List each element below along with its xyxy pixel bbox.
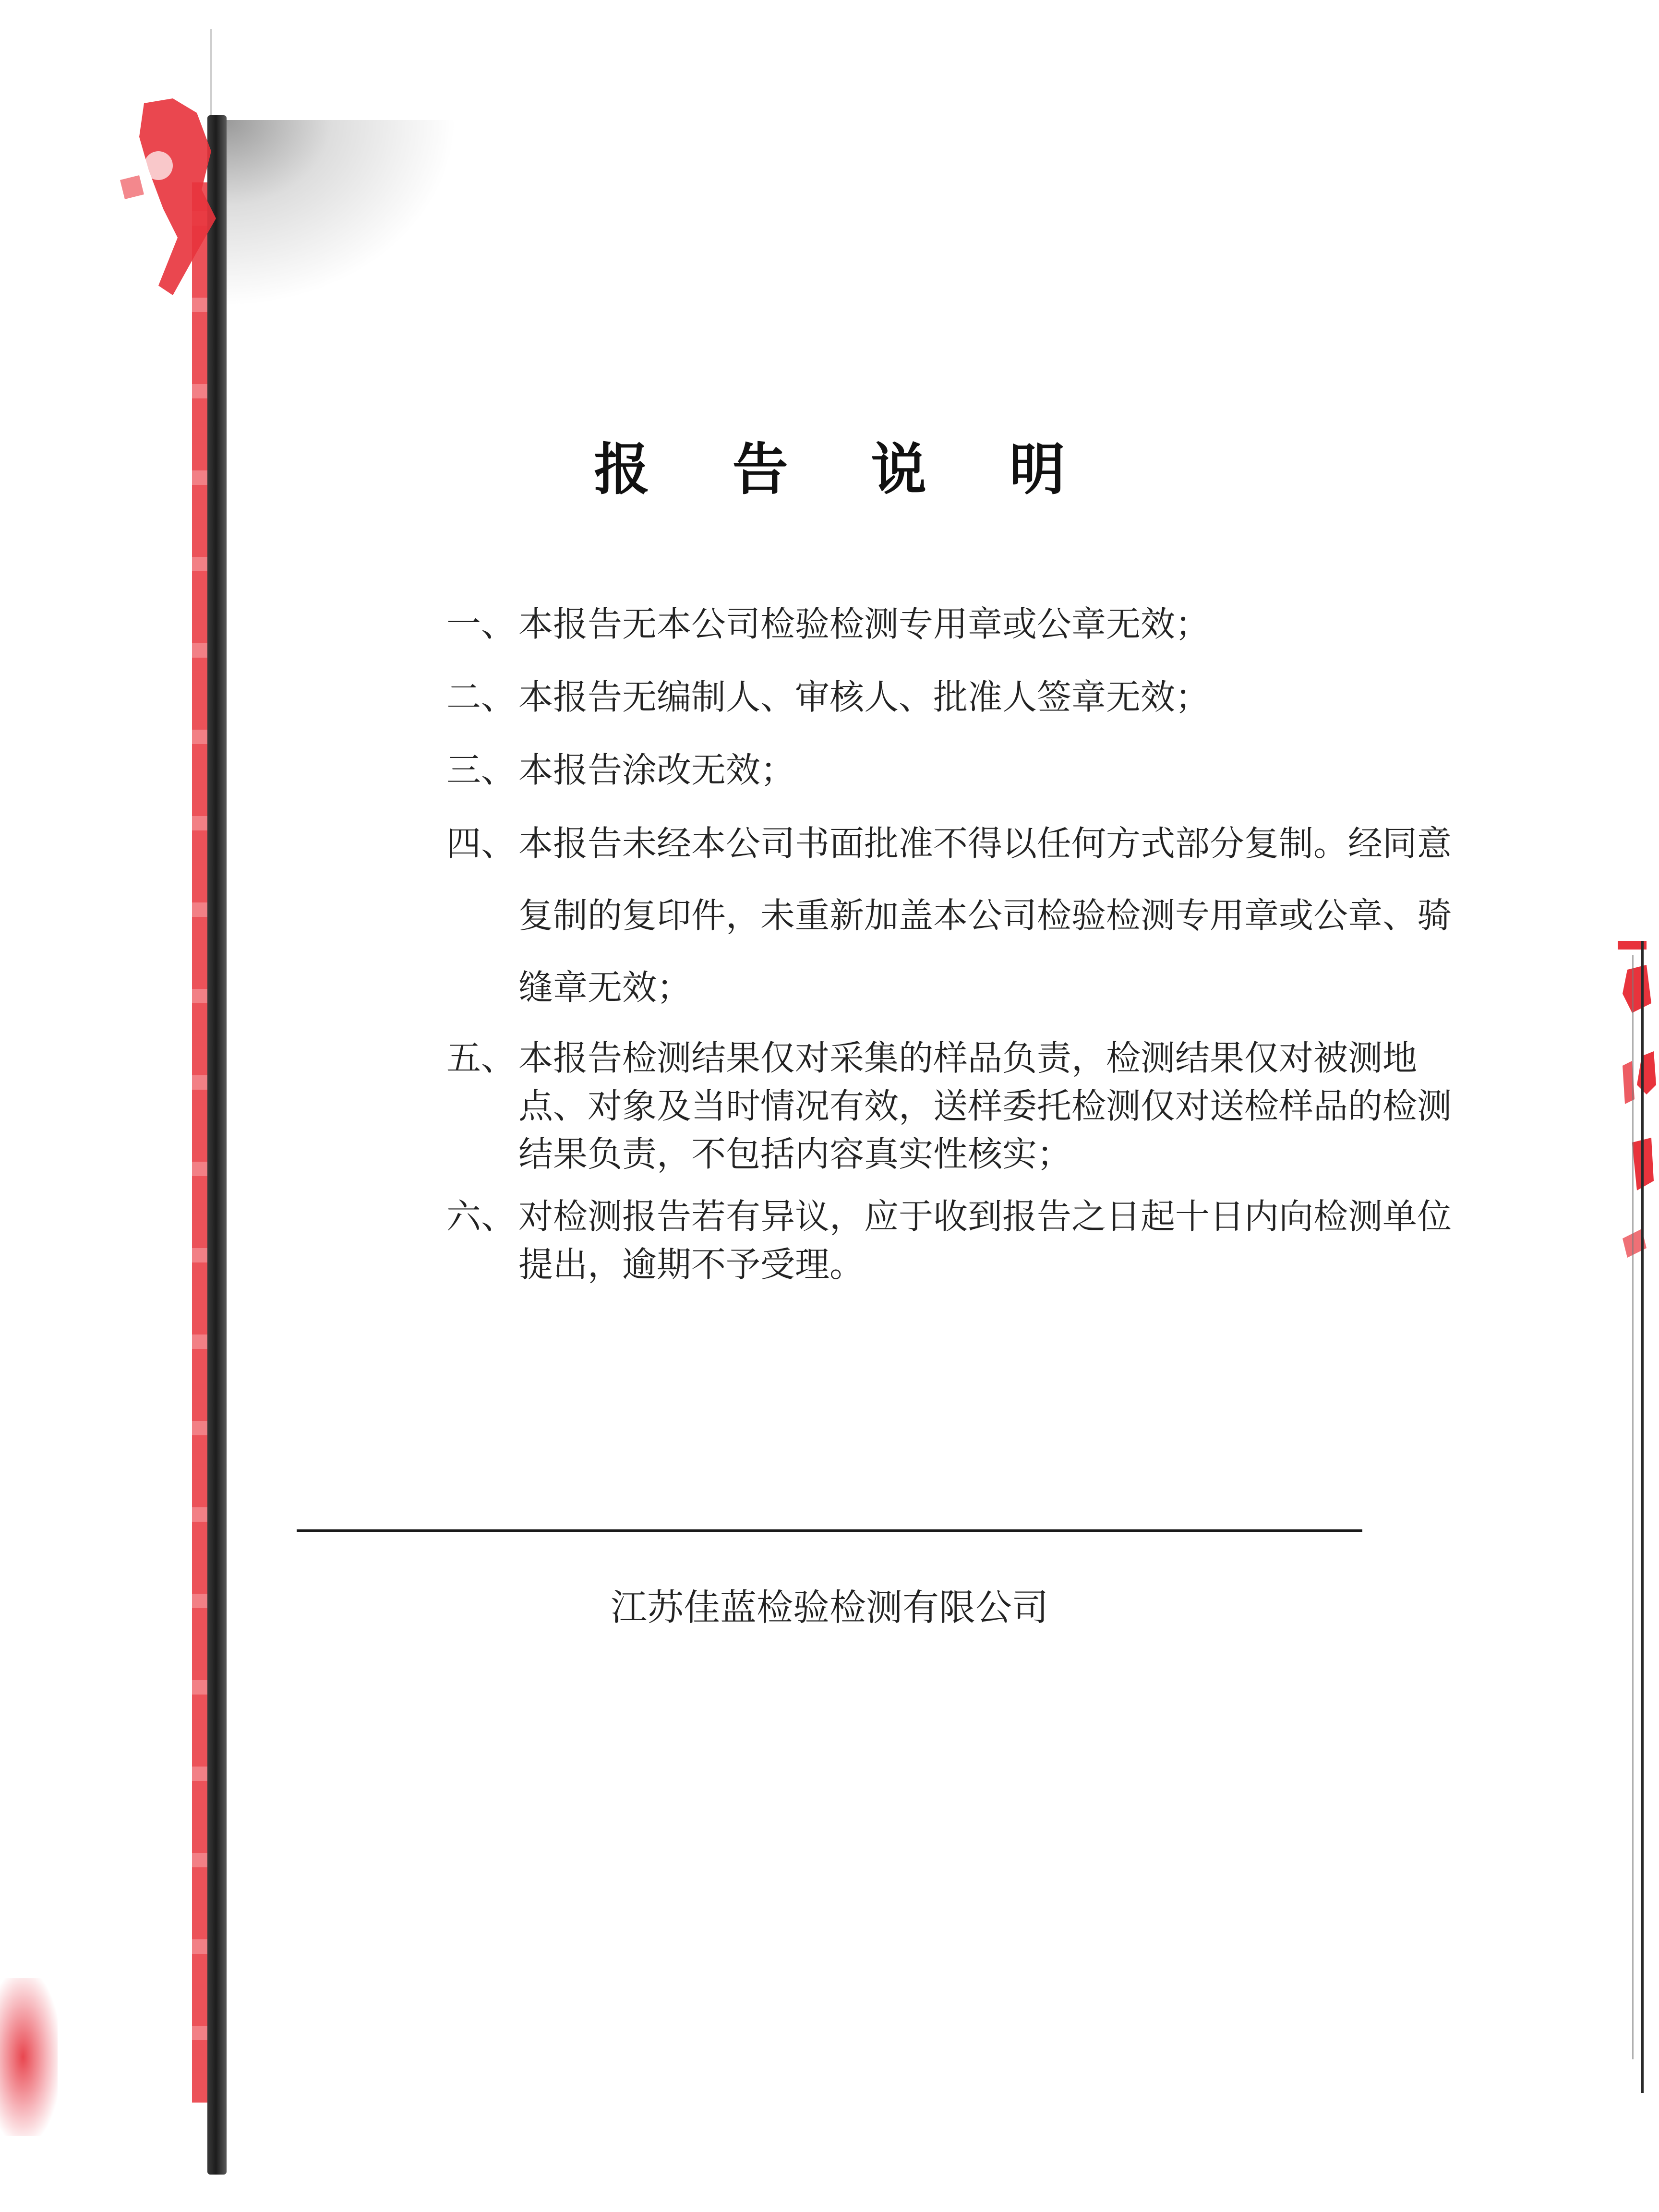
right-page-edge	[1641, 941, 1644, 2093]
clause-text: 本报告涂改无效；	[518, 750, 795, 790]
clause-2	[446, 673, 1479, 721]
clause-number: 二、	[446, 677, 516, 717]
clause-number: 一、	[446, 604, 516, 644]
clause-text: 本报告检测结果仅对采集的样品负责，检测结果仅对被测地点、对象及当时情况有效，送样委托检测仅对送检样品的检测结果负责，不包括内容真实性核实；	[518, 1038, 1452, 1174]
page-title: 报 告 说 明	[594, 437, 1097, 502]
clause-number: 六、	[446, 1196, 516, 1237]
clause-text: 对检测报告若有异议，应于收到报告之日起十日内向检测单位提出，逾期不予受理。	[518, 1196, 1452, 1285]
company-name: 江苏佳蓝检验检测有限公司	[611, 1586, 1048, 1629]
seam-stamp-bottom-left	[0, 1978, 58, 2136]
clause-3	[446, 746, 1479, 794]
clause-text: 本报告未经本公司书面批准不得以任何方式部分复制。经同意复制的复印件，未重新加盖本公司检验检测专用章或公章、骑缝章无效；	[518, 823, 1452, 1008]
clause-number: 四、	[446, 823, 516, 864]
binding-strip	[207, 115, 227, 2175]
clause-4	[446, 807, 1479, 1023]
footer-divider	[297, 1529, 1362, 1532]
clause-6	[446, 1192, 1479, 1288]
clause-number: 三、	[446, 750, 516, 790]
clause-number: 五、	[446, 1038, 516, 1078]
clause-text: 本报告无本公司检验检测专用章或公章无效；	[518, 604, 1210, 644]
right-edge-shadow	[1632, 955, 1634, 2059]
clause-1	[446, 600, 1479, 648]
clause-list	[446, 600, 1479, 1288]
clause-text: 本报告无编制人、审核人、批准人签章无效；	[518, 677, 1210, 717]
clause-5	[446, 1034, 1479, 1178]
binding-shadow	[226, 120, 475, 322]
seam-stamp-top-left	[101, 94, 226, 295]
seam-stamp-right	[1613, 941, 1659, 1277]
